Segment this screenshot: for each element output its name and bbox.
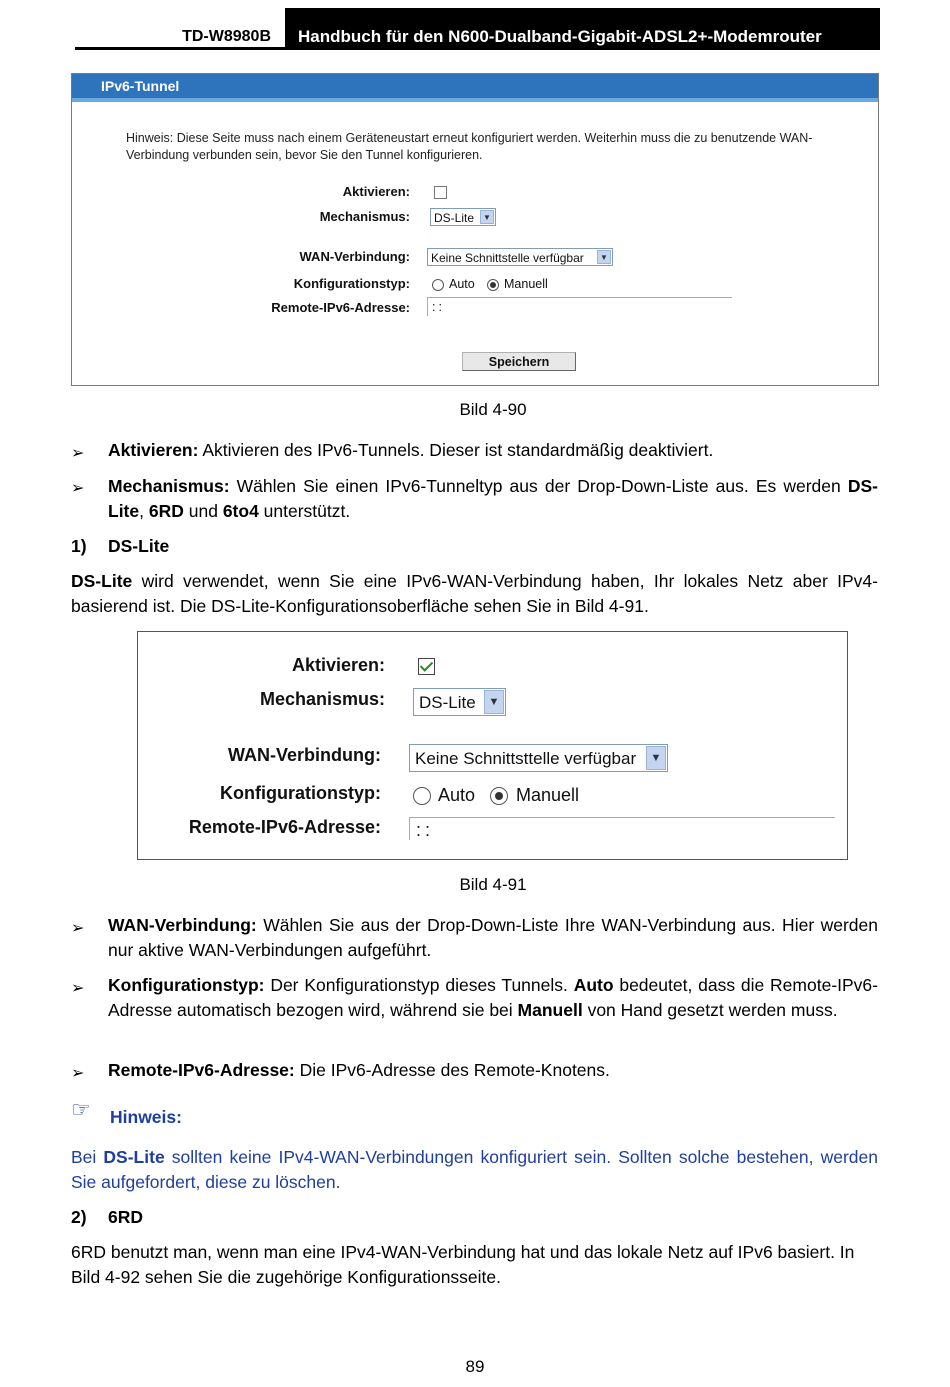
config-type-label: Konfigurationstyp: xyxy=(220,783,381,803)
config-auto-label: Auto xyxy=(449,277,475,291)
bullet-arrow-icon: ➢ xyxy=(71,480,85,497)
bullet-mechanism: Mechanismus: Wählen Sie einen IPv6-Tunneltyp aus der Drop-Down-Liste aus. Es werden DS-Lite, 6RD und 6to4 unterstützt. xyxy=(108,476,878,521)
mechanism-select[interactable] xyxy=(413,688,506,716)
figure-caption-4-91: Bild 4-91 xyxy=(459,875,527,894)
ipv6-tunnel-screenshot xyxy=(71,73,879,386)
figure-caption-4-90: Bild 4-90 xyxy=(459,400,527,419)
section-number-2: 2) xyxy=(71,1207,87,1227)
bullet-arrow-icon: ➢ xyxy=(71,980,85,997)
remote-address-input[interactable] xyxy=(409,817,835,840)
ds-lite-description: DS-Lite wird verwendet, wenn Sie eine IPv6-WAN-Verbindung haben, Ihr lokales Netz aber IPv4-basierend ist. Die DS-Lite-Konfigurationsoberfläche sehen Sie in Bild 4-91. xyxy=(71,571,878,616)
bullet-activate: Aktivieren: Aktivieren des IPv6-Tunnels. Dieser ist standardmäßig deaktiviert. xyxy=(108,440,714,460)
section-title-ds-lite: DS-Lite xyxy=(108,536,170,556)
config-auto-radio[interactable] xyxy=(413,787,431,805)
config-auto-label: Auto xyxy=(438,785,476,805)
config-hint: Hinweis: Diese Seite muss nach einem Geräteneustart erneut konfiguriert werden. Weiterhin muss die zu benutzende WAN-Verbindung verbunden sein, bevor Sie den Tunnel konfigurieren. xyxy=(126,131,813,162)
activate-checkbox[interactable] xyxy=(418,658,435,675)
chevron-down-icon: ▼ xyxy=(484,690,504,714)
config-manual-radio[interactable] xyxy=(490,787,508,805)
section-title-6rd: 6RD xyxy=(108,1207,144,1227)
panel-title: IPv6-Tunnel xyxy=(101,78,180,94)
bullet-remote-address: Remote-IPv6-Adresse: Die IPv6-Adresse des Remote-Knotens. xyxy=(108,1060,610,1080)
wan-value: Keine Schnittstelle verfügbar xyxy=(431,251,584,265)
chevron-down-icon: ▼ xyxy=(646,746,666,770)
bullet-config-type: Konfigurationstyp: Der Konfigurationstyp dieses Tunnels. Auto bedeutet, dass die Remote-IPv6-Adresse automatisch bezogen wird, während sie bei Manuell von Hand gesetzt werden muss. xyxy=(108,975,878,1020)
remote-address-label: Remote-IPv6-Adresse: xyxy=(188,817,381,837)
wan-select[interactable] xyxy=(427,248,613,266)
remote-address-label: Remote-IPv6-Adresse: xyxy=(271,300,410,315)
page-number: 89 xyxy=(465,1357,485,1376)
activate-label: Aktivieren: xyxy=(342,184,410,199)
section-number-1: 1) xyxy=(71,536,87,556)
wan-label: WAN-Verbindung: xyxy=(228,745,381,765)
wan-select[interactable] xyxy=(409,744,668,772)
mechanism-value: DS-Lite xyxy=(419,693,476,712)
remote-address-input[interactable] xyxy=(427,297,732,316)
mechanism-label: Mechanismus: xyxy=(259,689,385,709)
activate-checkbox[interactable] xyxy=(434,186,447,199)
config-manual-radio[interactable] xyxy=(487,279,499,291)
config-auto-radio[interactable] xyxy=(432,279,444,291)
config-type-label: Konfigurationstyp: xyxy=(293,276,410,291)
wan-value: Keine Schnittsttelle verfügbar xyxy=(415,749,637,768)
ds-lite-screenshot xyxy=(137,631,848,860)
chevron-down-icon: ▼ xyxy=(480,210,494,224)
config-manual-label: Manuell xyxy=(504,277,548,291)
model-label: TD-W8980B xyxy=(182,28,271,45)
mechanism-value: DS-Lite xyxy=(434,211,475,225)
bullet-arrow-icon: ➢ xyxy=(71,445,85,462)
bullet-arrow-icon: ➢ xyxy=(71,920,85,937)
6rd-description: 6RD benutzt man, wenn man eine IPv4-WAN-Verbindung hat und das lokale Netz auf IPv6 basiert. In Bild 4-92 sehen Sie die zugehörige Konfigurationsseite. xyxy=(71,1242,855,1287)
bullet-wan-connection: WAN-Verbindung: Wählen Sie aus der Drop-Down-Liste Ihre WAN-Verbindung aus. Hier werden nur aktive WAN-Verbindungen aufgeführt. xyxy=(108,915,878,960)
remote-address-value: :: xyxy=(416,820,435,840)
chevron-down-icon: ▼ xyxy=(597,250,611,264)
mechanism-label: Mechanismus: xyxy=(319,209,410,224)
mechanism-select[interactable] xyxy=(430,208,496,226)
save-button[interactable]: Speichern xyxy=(462,352,576,371)
pointing-hand-icon: ☞ xyxy=(71,1097,91,1122)
wan-label: WAN-Verbindung: xyxy=(299,249,410,264)
remote-address-value: :: xyxy=(432,300,445,314)
config-manual-label: Manuell xyxy=(516,785,580,805)
activate-label: Aktivieren: xyxy=(291,655,385,675)
note-title: Hinweis: xyxy=(110,1107,182,1127)
panel-title-underline xyxy=(72,98,878,102)
panel-title-bar xyxy=(72,74,878,98)
bullet-arrow-icon: ➢ xyxy=(71,1065,85,1082)
header-model xyxy=(75,18,285,50)
note-text: Bei DS-Lite sollten keine IPv4-WAN-Verbindungen konfiguriert sein. Sollten solche bestehen, werden Sie aufgefordert, diese zu löschen. xyxy=(71,1147,878,1192)
header-title: Handbuch für den N600-Dualband-Gigabit-ADSL2+-Modemrouter xyxy=(285,8,880,50)
